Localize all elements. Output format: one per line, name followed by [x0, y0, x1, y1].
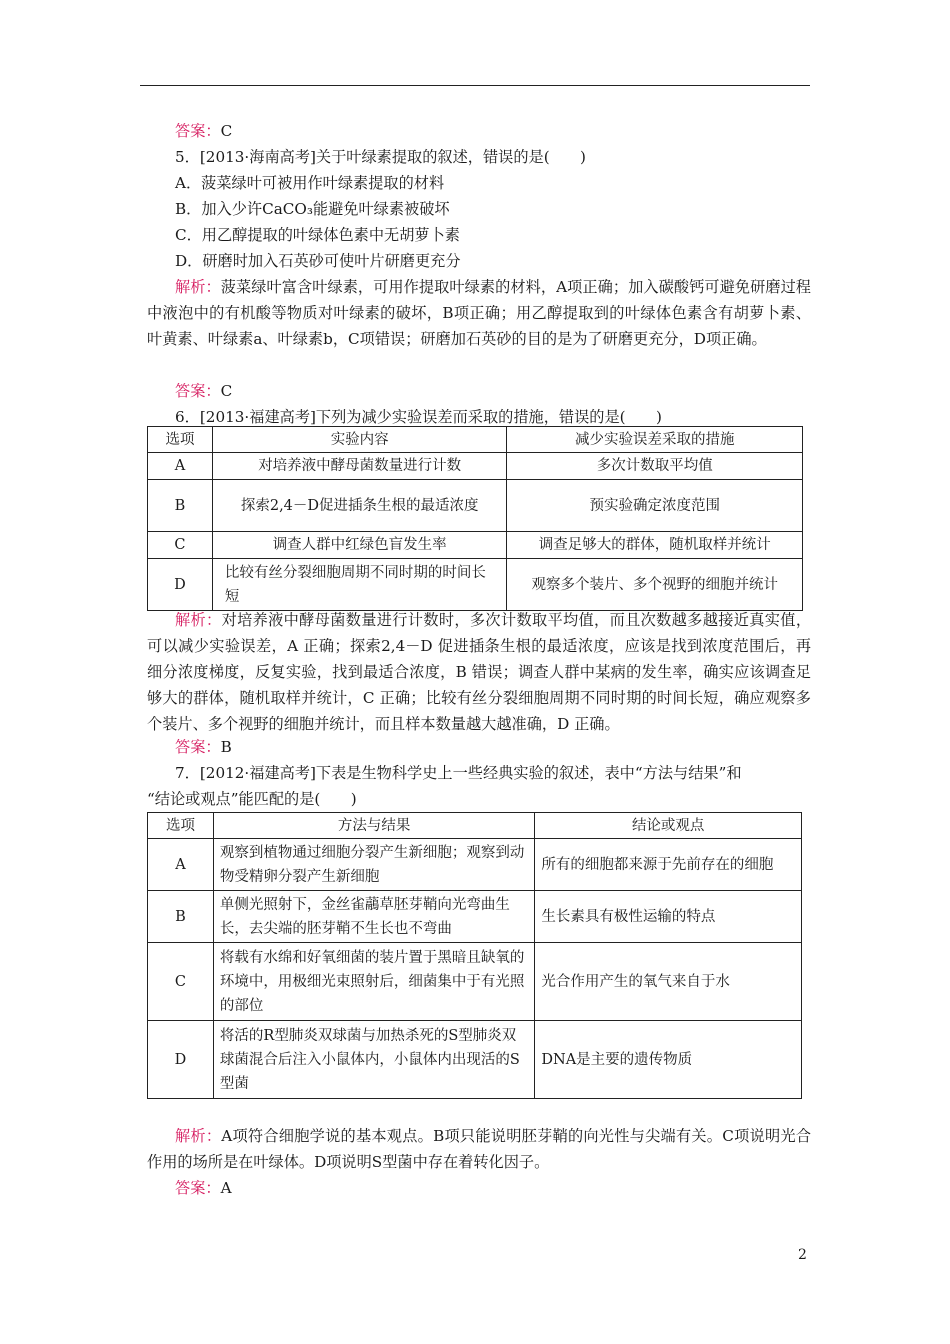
analysis-label: 解析：	[175, 278, 221, 296]
q5-option-b: B．加入少许CaCO₃能避免叶绿素被破坏	[175, 200, 450, 218]
table-row	[148, 1021, 802, 1099]
table-header-cell: 实验内容	[212, 427, 507, 453]
answer-label: 答案：	[175, 1179, 221, 1197]
table-cell: 将载有水绵和好氧细菌的装片置于黑暗且缺氧的环境中，用极细光束照射后，细菌集中于有光照的部位	[213, 943, 534, 1021]
table-cell: 探索2,4－D促进插条生根的最适浓度	[212, 480, 507, 532]
q5-option-c: C．用乙醇提取的叶绿体色素中无胡萝卜素	[175, 226, 460, 244]
q6-analysis	[147, 607, 811, 737]
table-cell: B	[148, 891, 214, 943]
q5-option-d: D．研磨时加入石英砂可使叶片研磨更充分	[175, 252, 461, 270]
table-cell: 生长素具有极性运输的特点	[535, 891, 802, 943]
table-cell: D	[148, 1021, 214, 1099]
table-header-cell: 方法与结果	[213, 813, 534, 839]
table-cell: 光合作用产生的氧气来自于水	[535, 943, 802, 1021]
table-cell: 多次计数取平均值	[507, 453, 803, 480]
table-row	[148, 480, 803, 532]
analysis-text: 菠菜绿叶富含叶绿素，可用作提取叶绿素的材料，A项正确；加入碳酸钙可避免研磨过程中液泡中的有机酸等物质对叶绿素的破坏，B项正确；用乙醇提取到的叶绿体色素含有胡萝卜素、叶黄素、叶绿素a、叶绿素b，C项错误；研磨加石英砂的目的是为了研磨更充分，D项正确。	[147, 278, 811, 348]
answer-label: 答案：	[175, 382, 221, 400]
answer-line	[175, 118, 815, 144]
table-row	[148, 943, 802, 1021]
table-row	[148, 839, 802, 891]
table-cell: 所有的细胞都来源于先前存在的细胞	[535, 839, 802, 891]
page-number: 2	[798, 1247, 807, 1263]
table-cell: A	[148, 839, 214, 891]
answer-label: 答案：	[175, 738, 221, 756]
q6-table	[147, 426, 803, 611]
table-cell: A	[148, 453, 213, 480]
table-cell: 预实验确定浓度范围	[507, 480, 803, 532]
analysis-text: A项符合细胞学说的基本观点。B项只能说明胚芽鞘的向光性与尖端有关。C项说明光合作用的场所是在叶绿体。D项说明S型菌中存在着转化因子。	[147, 1127, 812, 1171]
table-header-cell: 选项	[148, 427, 213, 453]
answer-value: A	[220, 1179, 232, 1197]
table-cell: 单侧光照射下，金丝雀虉草胚芽鞘向光弯曲生长，去尖端的胚芽鞘不生长也不弯曲	[213, 891, 534, 943]
table-header-cell: 减少实验误差采取的措施	[507, 427, 803, 453]
table-header-row	[148, 813, 802, 839]
table-cell: DNA是主要的遗传物质	[535, 1021, 802, 1099]
table-cell: 观察多个装片、多个视野的细胞并统计	[507, 559, 803, 611]
table-header-cell: 结论或观点	[535, 813, 802, 839]
table-header-cell: 选项	[148, 813, 214, 839]
header-rule	[140, 85, 810, 86]
table-cell: 观察到植物通过细胞分裂产生新细胞；观察到动物受精卵分裂产生新细胞	[213, 839, 534, 891]
answer-label: 答案：	[175, 122, 221, 140]
analysis-text: 对培养液中酵母菌数量进行计数时，多次计数取平均值，而且次数越多越接近真实值，可以减少实验误差，A 正确；探索2,4－D 促进插条生根的最适浓度，应该是找到浓度范围后，再细分浓度梯度，反复实验，找到最适合浓度，B 错误；调查人群中某病的发生率，确实应该调查足够大的群体，随机取样并统计，C 正确；比较有丝分裂细胞周期不同时期的时间长短，确应观察多个装片、多个视野的细胞并统计，而且样本数量越大越准确，D 正确。	[147, 611, 812, 733]
table-cell: 调查人群中红绿色盲发生率	[212, 532, 507, 559]
question-7-stem-line-1: 7．[2012·福建高考]下表是生物科学史上一些经典实验的叙述，表中“方法与结果”和	[175, 764, 742, 782]
answer-value: B	[220, 738, 232, 756]
table-row	[148, 453, 803, 480]
table-cell: 对培养液中酵母菌数量进行计数	[212, 453, 507, 480]
table-row	[148, 559, 803, 611]
analysis-label: 解析：	[175, 611, 222, 629]
question-6-stem: 6．[2013·福建高考]下列为减少实验误差而采取的措施，错误的是( )	[175, 408, 662, 426]
analysis-label: 解析：	[175, 1127, 222, 1145]
table-row	[148, 891, 802, 943]
q5-analysis	[147, 274, 811, 352]
q7-analysis	[147, 1123, 811, 1175]
question-5-stem: 5．[2013·海南高考]关于叶绿素提取的叙述，错误的是( )	[175, 148, 586, 166]
table-cell: C	[148, 532, 213, 559]
q6-answer-line	[175, 734, 815, 760]
question-7-stem-line-2: “结论或观点”能匹配的是( )	[147, 790, 357, 808]
table-cell: 比较有丝分裂细胞周期不同时期的时间长短	[212, 559, 507, 611]
table-cell: 将活的R型肺炎双球菌与加热杀死的S型肺炎双球菌混合后注入小鼠体内，小鼠体内出现活的S型菌	[213, 1021, 534, 1099]
q7-table	[147, 812, 802, 1099]
answer-value: C	[220, 122, 233, 140]
q7-answer-line	[175, 1175, 815, 1201]
table-cell: 调查足够大的群体，随机取样并统计	[507, 532, 803, 559]
q5-option-a: A．菠菜绿叶可被用作叶绿素提取的材料	[175, 174, 445, 192]
q5-answer-line	[175, 378, 815, 404]
table-cell: B	[148, 480, 213, 532]
table-cell: C	[148, 943, 214, 1021]
table-header-row	[148, 427, 803, 453]
table-cell: D	[148, 559, 213, 611]
answer-value: C	[220, 382, 233, 400]
table-row	[148, 532, 803, 559]
